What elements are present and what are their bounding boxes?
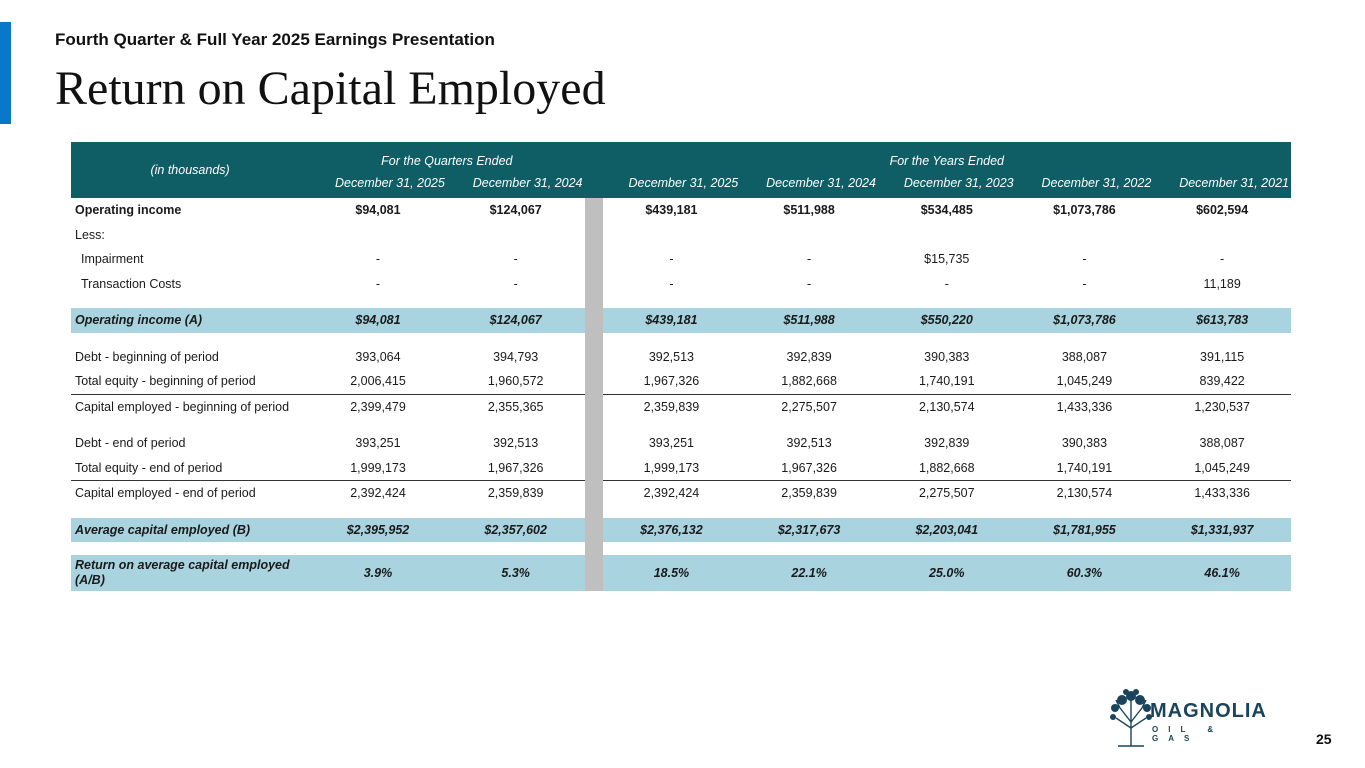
empty-cell: [878, 542, 1016, 555]
table-cell: 2,399,479: [309, 394, 447, 419]
empty-cell: [71, 419, 309, 431]
table-cell: 1,045,249: [1194, 460, 1250, 475]
empty-cell: [740, 296, 878, 308]
page-number: 25: [1316, 731, 1332, 747]
table-cell: -: [1082, 252, 1087, 267]
table-cell: 1,967,326: [643, 374, 700, 389]
spacer-row: [71, 296, 1291, 308]
table-cell: -: [669, 276, 674, 291]
empty-cell: [878, 296, 1016, 308]
table-row: [71, 272, 1291, 297]
empty-cell: [878, 506, 1016, 518]
empty-cell: [1016, 419, 1154, 431]
column-gap: [585, 223, 603, 248]
table-cell: 1,999,173: [350, 460, 406, 475]
table-cell: $613,783: [1153, 308, 1291, 333]
table-cell: 391,115: [1200, 349, 1245, 364]
empty-cell: [447, 296, 585, 308]
column-gap: [585, 333, 603, 345]
table-cell: -: [513, 276, 518, 291]
column-gap: [585, 394, 603, 419]
column-gap: [585, 456, 603, 481]
table-cell: 393,251: [355, 436, 401, 451]
table-row: [71, 223, 1291, 248]
empty-cell: [71, 296, 309, 308]
empty-cell: [71, 542, 309, 555]
table-cell: -: [375, 276, 381, 291]
table-cell: $1,781,955: [1016, 518, 1154, 543]
table-cell: -: [1082, 276, 1087, 291]
table-cell: $550,220: [878, 308, 1016, 333]
table-cell: 2,130,574: [1016, 481, 1154, 506]
empty-cell: [1153, 296, 1291, 308]
table-cell: -: [375, 252, 381, 267]
column-gap: [585, 369, 603, 394]
date-header: December 31, 2024: [740, 168, 878, 198]
tree-icon: [1108, 688, 1154, 748]
table-cell: 839,422: [1199, 374, 1245, 389]
empty-cell: [1016, 333, 1154, 345]
table-row: [71, 481, 1291, 506]
column-gap: [585, 308, 603, 333]
empty-cell: [878, 333, 1016, 345]
table-cell: -: [1220, 252, 1225, 267]
empty-cell: [447, 506, 585, 518]
table-cell: 1,967,326: [781, 460, 837, 475]
empty-cell: [309, 419, 447, 431]
table-cell: 388,087: [1061, 349, 1108, 364]
units-label: (in thousands): [71, 142, 309, 198]
table-cell: 2,130,574: [878, 394, 1016, 419]
table-cell: $439,181: [603, 308, 741, 333]
table-cell: 390,383: [924, 349, 970, 364]
roce-table-container: [71, 142, 1291, 667]
table-row: [71, 555, 1291, 591]
table-cell: 2,359,839: [740, 481, 878, 506]
table-cell: $439,181: [645, 203, 698, 218]
group-years-header: For the Years Ended: [603, 142, 1291, 168]
table-cell: -: [669, 252, 674, 267]
table-cell: 1,433,336: [1153, 481, 1291, 506]
table-cell: 46.1%: [1153, 555, 1291, 591]
accent-bar: [0, 22, 11, 124]
table-cell: 390,383: [1061, 436, 1108, 451]
table-cell: $534,485: [920, 203, 973, 218]
column-gap: [585, 542, 603, 555]
empty-cell: [603, 419, 741, 431]
empty-cell: [309, 296, 447, 308]
table-cell: $124,067: [489, 203, 542, 218]
empty-cell: [603, 296, 741, 308]
empty-cell: [740, 506, 878, 518]
column-gap: [585, 506, 603, 518]
row-label: Capital employed - end of period: [71, 481, 309, 506]
table-cell: 1,882,668: [918, 460, 975, 475]
table-cell: $1,073,786: [1053, 203, 1116, 218]
table-cell: 22.1%: [740, 555, 878, 591]
table-cell: $1,331,937: [1153, 518, 1291, 543]
column-gap: [585, 247, 603, 272]
row-label: Operating income (A): [71, 308, 309, 333]
row-label: Return on average capital employed (A/B): [71, 555, 309, 591]
group-quarters-header: For the Quarters Ended: [309, 142, 584, 168]
table-cell: 2,355,365: [447, 394, 585, 419]
empty-cell: [1016, 296, 1154, 308]
table-cell: $15,735: [924, 252, 970, 267]
empty-cell: [1016, 506, 1154, 518]
date-header: December 31, 2025: [603, 168, 741, 198]
slide-title: Return on Capital Employed: [55, 62, 606, 115]
table-cell: $2,395,952: [309, 518, 447, 543]
empty-cell: [1153, 333, 1291, 345]
table-cell: 3.9%: [309, 555, 447, 591]
column-gap: [585, 431, 603, 456]
spacer-row: [71, 419, 1291, 431]
empty-cell: [878, 419, 1016, 431]
table-cell: 11,189: [1203, 276, 1241, 291]
empty-cell: [603, 506, 741, 518]
table-row: [71, 394, 1291, 419]
empty-cell: [309, 542, 447, 555]
row-label: Debt - beginning of period: [75, 349, 219, 364]
table-cell: 1,999,173: [643, 460, 700, 475]
empty-cell: [1016, 542, 1154, 555]
table-cell: $124,067: [447, 308, 585, 333]
table-cell: 1,967,326: [487, 460, 544, 475]
table-cell: $2,357,602: [447, 518, 585, 543]
table-cell: 2,006,415: [350, 374, 406, 389]
table-cell: 1,740,191: [918, 374, 975, 389]
table-cell: $94,081: [355, 203, 401, 218]
table-row: [71, 456, 1291, 481]
spacer-row: [71, 333, 1291, 345]
spacer-row: [71, 542, 1291, 555]
logo-tagline: OIL & GAS: [1152, 725, 1224, 743]
table-row: [71, 369, 1291, 394]
table-cell: $602,594: [1196, 203, 1249, 218]
table-cell: 2,359,839: [603, 394, 741, 419]
table-cell: $2,203,041: [878, 518, 1016, 543]
table-cell: -: [807, 252, 812, 267]
table-cell: 392,513: [786, 436, 832, 451]
row-label: Debt - end of period: [75, 436, 186, 451]
table-cell: $511,988: [783, 203, 835, 218]
empty-cell: [740, 419, 878, 431]
table-cell: 1,045,249: [1056, 374, 1113, 389]
table-cell: 2,392,424: [603, 481, 741, 506]
table-cell: 2,275,507: [740, 394, 878, 419]
table-cell: 2,359,839: [447, 481, 585, 506]
empty-cell: [603, 333, 741, 345]
table-cell: 1,230,537: [1153, 394, 1291, 419]
row-label: Capital employed - beginning of period: [71, 394, 309, 419]
column-gap: [585, 555, 603, 591]
table-cell: 393,064: [355, 349, 401, 364]
table-cell: 393,251: [648, 436, 695, 451]
row-label: Total equity - beginning of period: [75, 374, 256, 389]
row-label: Average capital employed (B): [71, 518, 309, 543]
table-cell: 60.3%: [1016, 555, 1154, 591]
roce-table: [71, 142, 1291, 591]
table-cell: -: [944, 276, 949, 291]
table-cell: 392,513: [493, 436, 539, 451]
table-row: [71, 247, 1291, 272]
spacer-row: [71, 506, 1291, 518]
presentation-subtitle: Fourth Quarter & Full Year 2025 Earnings Presentation: [55, 30, 495, 49]
empty-cell: [447, 419, 585, 431]
table-cell: -: [807, 276, 812, 291]
table-row: [71, 518, 1291, 543]
column-gap: [585, 481, 603, 506]
table-cell: 392,839: [786, 349, 832, 364]
empty-cell: [447, 333, 585, 345]
date-header: December 31, 2024: [447, 168, 585, 198]
column-gap: [585, 296, 603, 308]
empty-cell: [309, 333, 447, 345]
column-gap: [585, 518, 603, 543]
table-cell: 18.5%: [603, 555, 741, 591]
table-cell: 1,882,668: [781, 374, 837, 389]
row-label: Transaction Costs: [81, 276, 182, 291]
date-header: December 31, 2023: [878, 168, 1016, 198]
empty-cell: [309, 506, 447, 518]
table-cell: 392,839: [924, 436, 970, 451]
table-cell: $2,317,673: [740, 518, 878, 543]
empty-cell: [1153, 419, 1291, 431]
empty-cell: [1153, 506, 1291, 518]
table-cell: -: [513, 252, 518, 267]
empty-cell: [740, 542, 878, 555]
date-header: December 31, 2021: [1153, 168, 1291, 198]
table-row: [71, 345, 1291, 370]
row-label: Total equity - end of period: [75, 460, 223, 475]
date-header: December 31, 2025: [309, 168, 447, 198]
column-gap: [585, 198, 603, 223]
header-gap: [585, 168, 603, 198]
table-cell: 5.3%: [447, 555, 585, 591]
table-cell: 394,793: [493, 349, 539, 364]
column-gap: [585, 419, 603, 431]
column-gap: [585, 272, 603, 297]
table-row: [71, 308, 1291, 333]
table-cell: 388,087: [1199, 436, 1245, 451]
table-cell: 2,275,507: [878, 481, 1016, 506]
table-cell: 2,392,424: [309, 481, 447, 506]
table-cell: 1,740,191: [1056, 460, 1113, 475]
table-cell: 1,960,572: [487, 374, 544, 389]
empty-cell: [603, 542, 741, 555]
empty-cell: [447, 542, 585, 555]
column-gap: [585, 345, 603, 370]
header-gap: [585, 142, 603, 168]
table-cell: $511,988: [740, 308, 878, 333]
table-cell: 25.0%: [878, 555, 1016, 591]
table-row: [71, 198, 1291, 223]
table-cell: 392,513: [648, 349, 695, 364]
date-header: December 31, 2022: [1016, 168, 1154, 198]
table-cell: $94,081: [309, 308, 447, 333]
row-label: Impairment: [81, 252, 144, 267]
magnolia-logo: [1108, 688, 1273, 748]
empty-cell: [740, 333, 878, 345]
table-row: [71, 431, 1291, 456]
logo-wordmark: MAGNOLIA: [1150, 700, 1267, 722]
table-cell: $1,073,786: [1016, 308, 1154, 333]
empty-cell: [1153, 542, 1291, 555]
table-cell: 1,433,336: [1016, 394, 1154, 419]
row-label: Less:: [75, 227, 105, 242]
empty-cell: [71, 333, 309, 345]
table-cell: $2,376,132: [603, 518, 741, 543]
row-label: Operating income: [75, 203, 182, 218]
empty-cell: [71, 506, 309, 518]
